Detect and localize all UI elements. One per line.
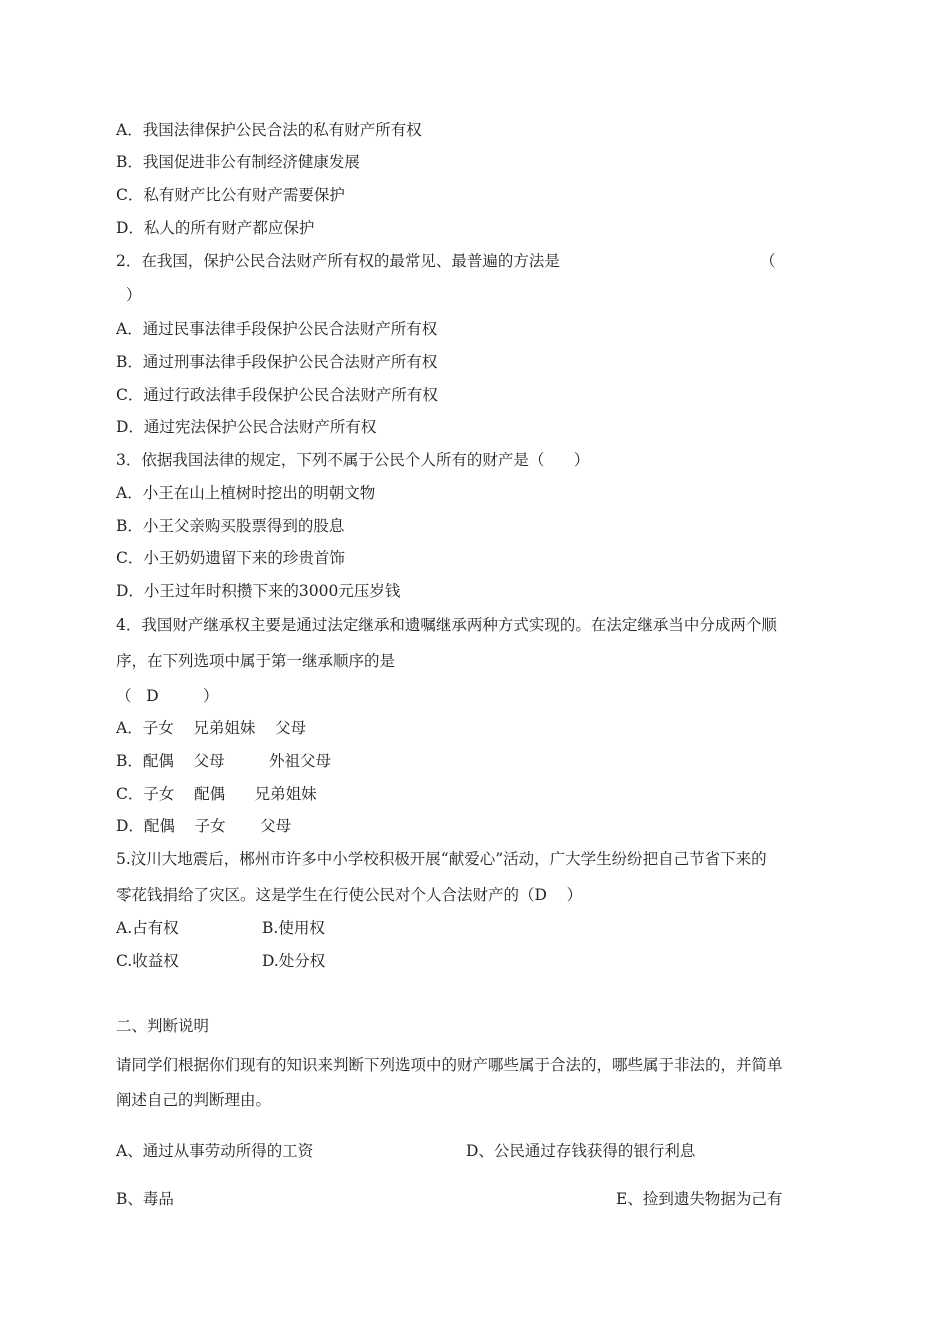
q4-answer: （ D ） xyxy=(116,687,219,705)
q2-option-c: C．通过行政法律手段保护公民合法财产所有权 xyxy=(116,386,438,404)
judge-item-d: D、公民通过存钱获得的银行利息 xyxy=(466,1142,696,1160)
q3-option-d: D．小王过年时积攒下来的3000元压岁钱 xyxy=(116,582,401,600)
q4-option-a: A．子女 兄弟姐妹 父母 xyxy=(116,719,307,737)
section-two-instruction-line1: 请同学们根据你们现有的知识来判断下列选项中的财产哪些属于合法的，哪些属于非法的，并简单 xyxy=(116,1056,783,1074)
q2-option-a: A．通过民事法律手段保护公民合法财产所有权 xyxy=(116,320,438,338)
q4-option-b: B．配偶 父母 外祖父母 xyxy=(116,752,331,770)
q4-option-c: C．子女 配偶 兄弟姐妹 xyxy=(116,785,317,803)
q3-stem: 3．依据我国法律的规定，下列不属于公民个人所有的财产是（ ） xyxy=(116,451,590,469)
q1-option-b: B．我国促进非公有制经济健康发展 xyxy=(116,153,360,171)
q2-option-b: B．通过刑事法律手段保护公民合法财产所有权 xyxy=(116,353,438,371)
q4-option-d: D．配偶 子女 父母 xyxy=(116,817,292,835)
q1-option-d: D．私人的所有财产都应保护 xyxy=(116,219,315,237)
q1-option-a: A．我国法律保护公民合法的私有财产所有权 xyxy=(116,121,422,139)
q2-answer-paren-open: （ xyxy=(760,252,776,270)
q3-option-b: B．小王父亲购买股票得到的股息 xyxy=(116,517,345,535)
q3-option-c: C．小王奶奶遗留下来的珍贵首饰 xyxy=(116,549,345,567)
q1-option-c: C．私有财产比公有财产需要保护 xyxy=(116,186,345,204)
q4-stem-line1: 4．我国财产继承权主要是通过法定继承和遗嘱继承两种方式实现的。在法定继承当中分成两个顺 xyxy=(116,616,777,634)
q2-answer-paren-close: ） xyxy=(116,286,142,304)
judge-item-a: A、通过从事劳动所得的工资 xyxy=(116,1142,314,1160)
q5-stem-line1: 5.汶川大地震后，郴州市许多中小学校积极开展“献爱心”活动，广大学生纷纷把自己节省下来的 xyxy=(116,850,767,868)
judge-item-e: E、捡到遗失物据为己有 xyxy=(616,1190,783,1208)
q5-option-c: C.收益权 xyxy=(116,952,179,970)
q2-option-d: D．通过宪法保护公民合法财产所有权 xyxy=(116,418,377,436)
q3-option-a: A．小王在山上植树时挖出的明朝文物 xyxy=(116,484,376,502)
q2-stem: 2．在我国，保护公民合法财产所有权的最常见、最普遍的方法是 xyxy=(116,252,560,270)
section-two-heading: 二、判断说明 xyxy=(116,1017,210,1035)
q5-option-d: D.处分权 xyxy=(262,952,326,970)
q4-stem-line2: 序，在下列选项中属于第一继承顺序的是 xyxy=(116,652,396,670)
q5-option-a: A.占有权 xyxy=(116,919,179,937)
section-two-instruction-line2: 阐述自己的判断理由。 xyxy=(116,1091,272,1109)
judge-item-b: B、毒品 xyxy=(116,1190,174,1208)
q5-stem-line2: 零花钱捐给了灾区。这是学生在行使公民对个人合法财产的（D ） xyxy=(116,886,583,904)
q5-option-b: B.使用权 xyxy=(262,919,325,937)
